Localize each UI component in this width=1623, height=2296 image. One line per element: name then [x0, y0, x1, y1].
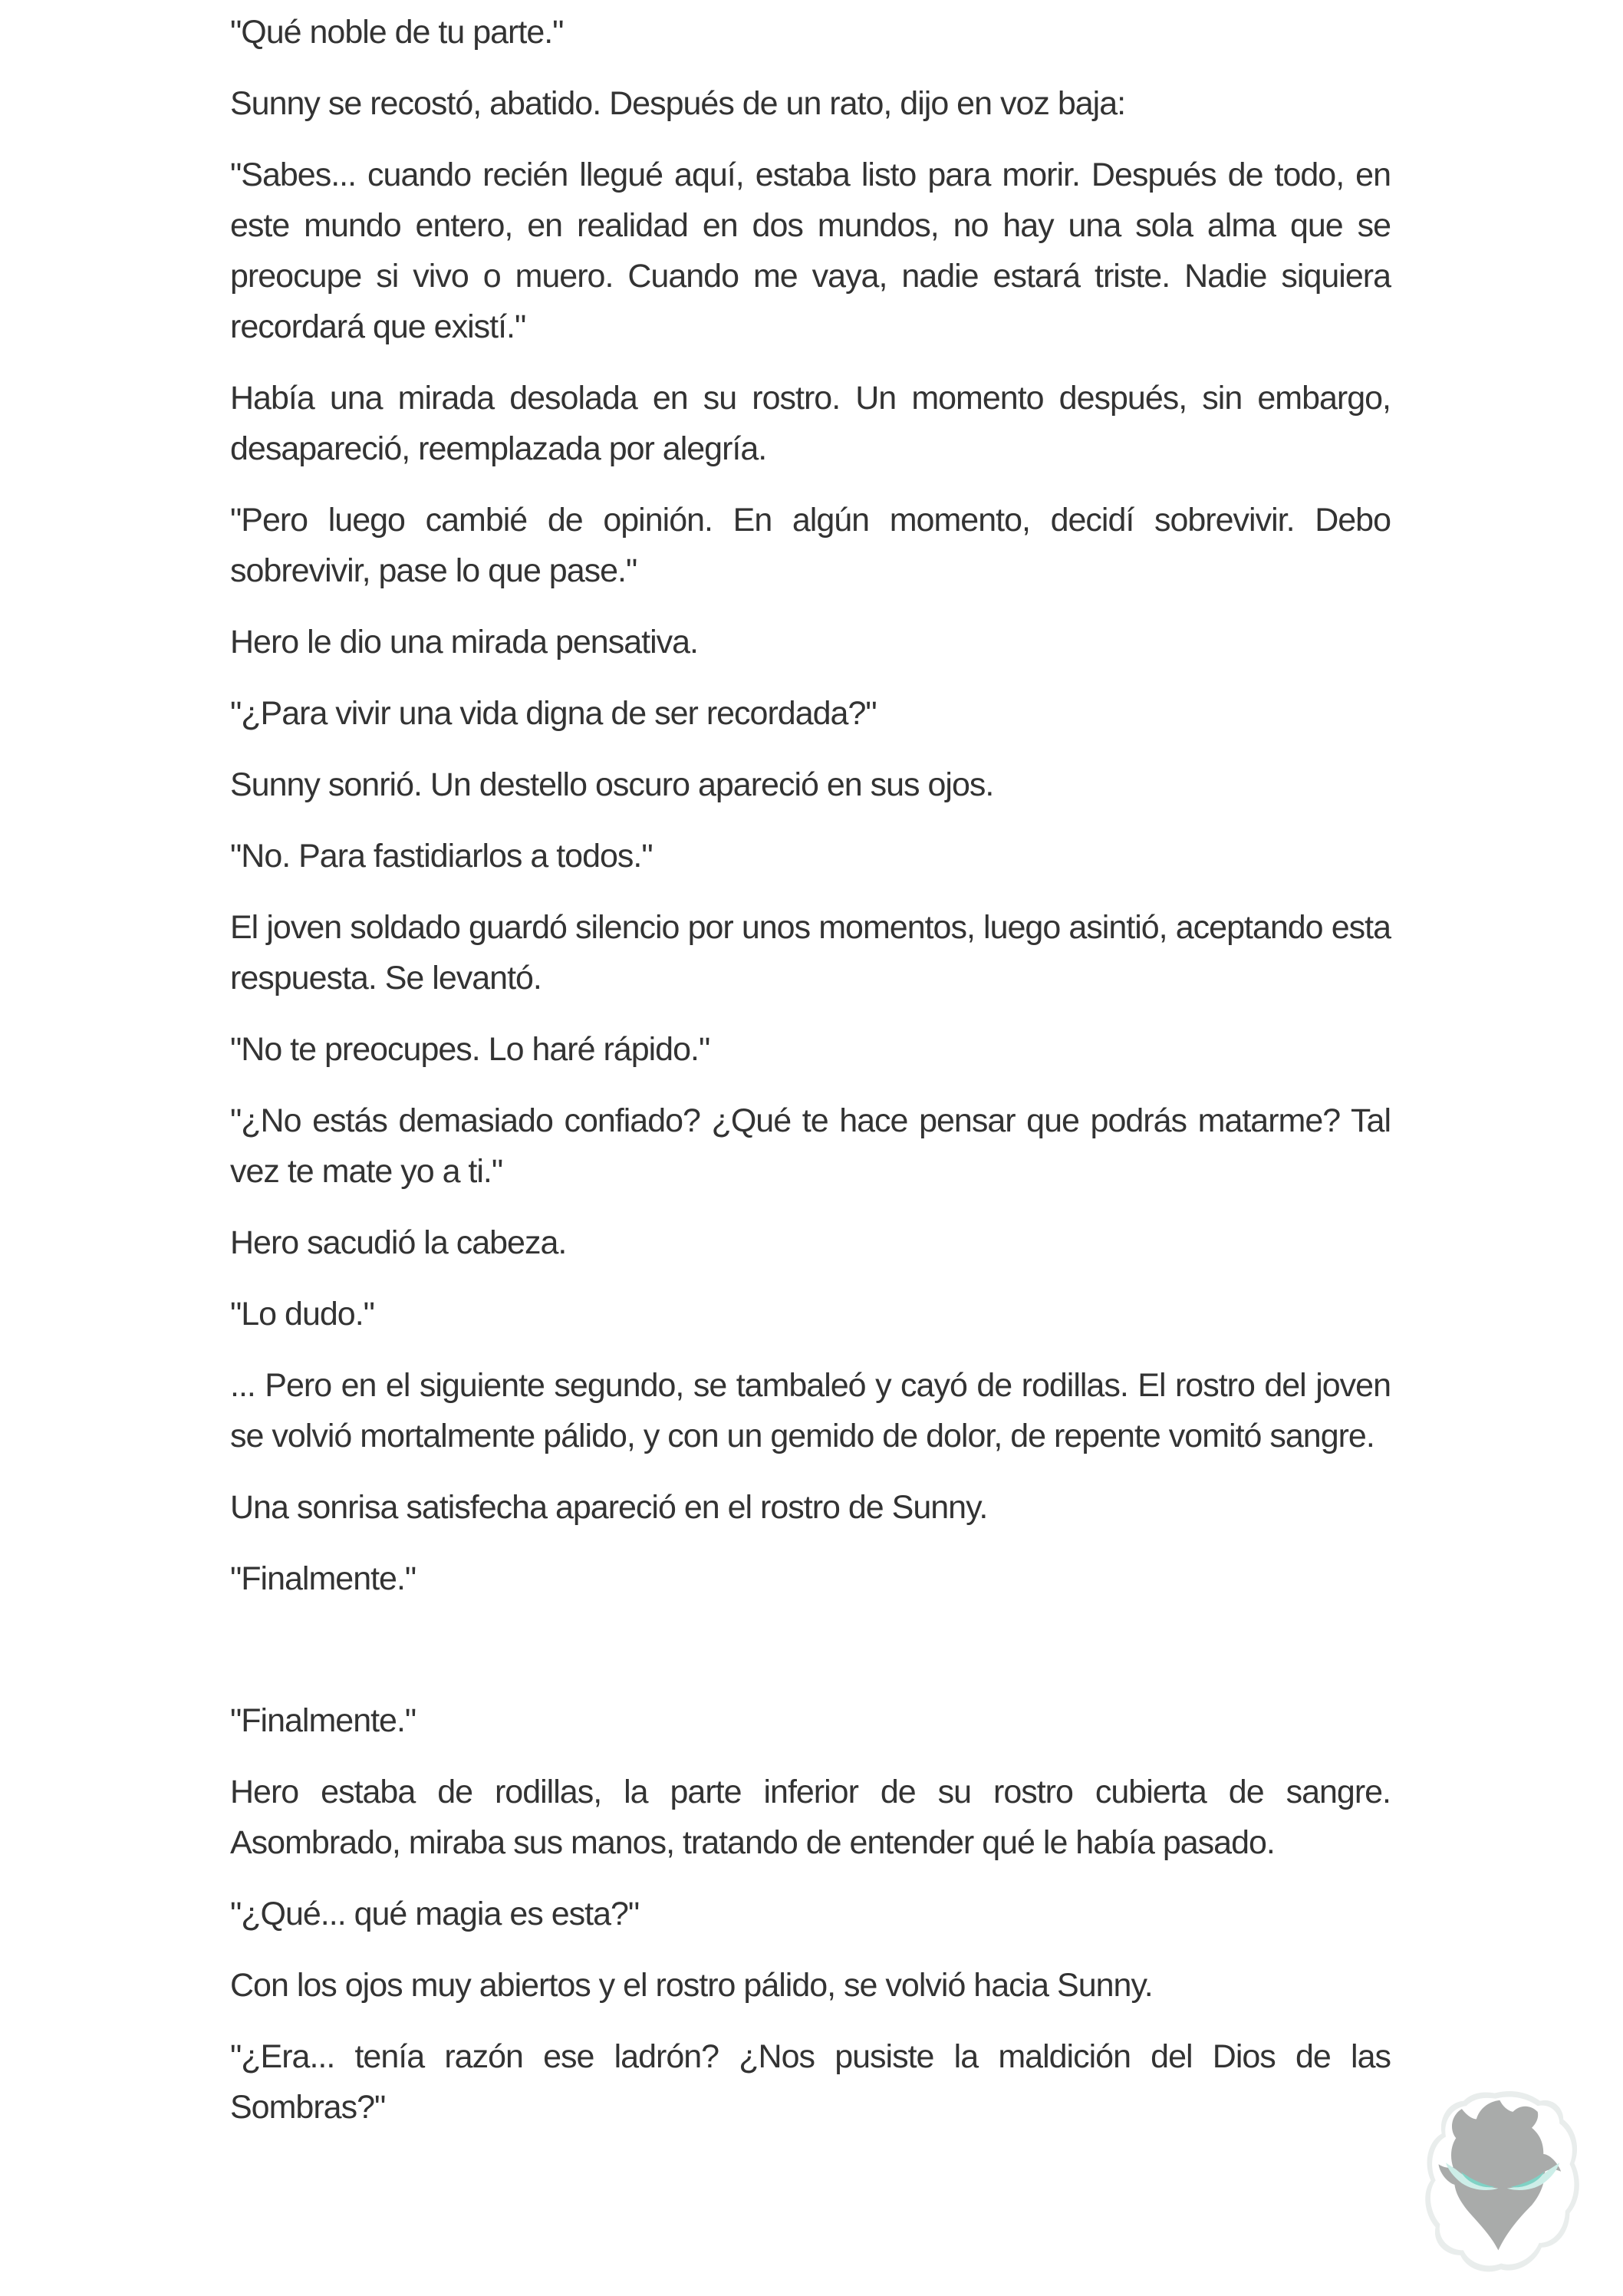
narration-paragraph: Hero le dio una mirada pensativa.: [230, 624, 698, 660]
dialogue-paragraph: "¿No estás demasiado confiado? ¿Qué te hace pensar que podrás matarme? Tal vez te mate yo a ti.": [230, 1102, 1391, 1190]
story-text-column: [230, 7, 1391, 2153]
narration-paragraph: Sunny se recostó, abatido. Después de un rato, dijo en voz baja:: [230, 85, 1126, 122]
dialogue-paragraph: "Sabes... cuando recién llegué aquí, estaba listo para morir. Después de todo, en este mundo entero, en realidad en dos mundos, no hay una sola alma que se preocupe si vivo o muero. Cuando me vaya, nadie estará triste. Nadie siquiera recordará que existí.": [230, 156, 1391, 345]
narration-paragraph: Había una mirada desolada en su rostro. Un momento después, sin embargo, desapareció, reemplazada por alegría.: [230, 380, 1391, 467]
dialogue-paragraph: "¿Para vivir una vida digna de ser recordada?": [230, 695, 877, 732]
dialogue-paragraph: "¿Qué... qué magia es esta?": [230, 1896, 640, 1932]
narration-paragraph: Una sonrisa satisfecha apareció en el rostro de Sunny.: [230, 1489, 988, 1526]
dialogue-paragraph: "No. Para fastidiarlos a todos.": [230, 838, 653, 875]
narration-paragraph: Hero sacudió la cabeza.: [230, 1224, 567, 1261]
narration-paragraph: Con los ojos muy abiertos y el rostro pálido, se volvió hacia Sunny.: [230, 1967, 1153, 2004]
dialogue-paragraph: "Lo dudo.": [230, 1296, 374, 1332]
narration-paragraph: El joven soldado guardó silencio por unos momentos, luego asintió, aceptando esta respuesta. Se levantó.: [230, 909, 1391, 996]
dialogue-paragraph: "Qué noble de tu parte.": [230, 14, 564, 51]
dialogue-paragraph: "No te preocupes. Lo haré rápido.": [230, 1031, 710, 1068]
dialogue-paragraph: "Finalmente.": [230, 1560, 416, 1597]
publisher-logo: [1431, 2091, 1577, 2275]
narration-paragraph: ... Pero en el siguiente segundo, se tambaleó y cayó de rodillas. El rostro del joven se volvió mortalmente pálido, y con un gemido de dolor, de repente vomitó sangre.: [230, 1367, 1391, 1454]
scene-break-spacer: [230, 1625, 1391, 1695]
narration-paragraph: Hero estaba de rodillas, la parte inferior de su rostro cubierta de sangre. Asombrado, miraba sus manos, tratando de entender qué le había pasado.: [230, 1774, 1391, 1861]
narration-paragraph: Sunny sonrió. Un destello oscuro apareció en sus ojos.: [230, 766, 994, 803]
dialogue-paragraph: "Pero luego cambié de opinión. En algún momento, decidí sobrevivir. Debo sobrevivir, pase lo que pase.": [230, 502, 1391, 589]
dialogue-paragraph: "¿Era... tenía razón ese ladrón? ¿Nos pusiste la maldición del Dios de las Sombras?": [230, 2038, 1391, 2126]
dialogue-paragraph: "Finalmente.": [230, 1702, 416, 1739]
